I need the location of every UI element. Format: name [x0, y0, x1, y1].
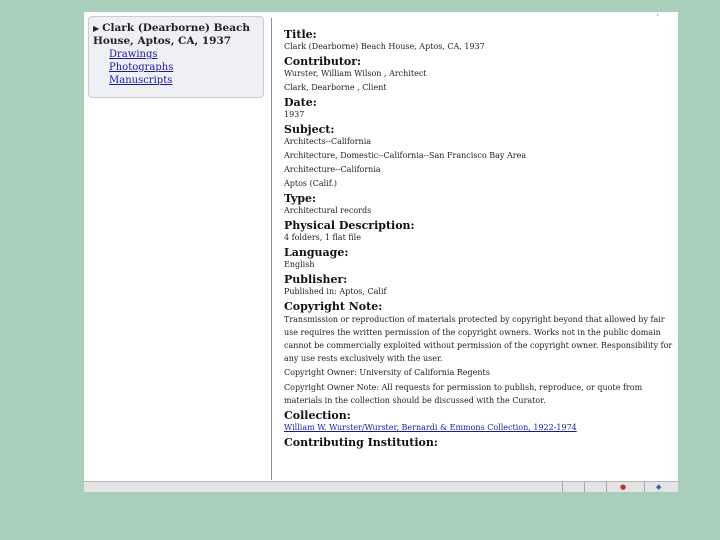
- field-contributing-institution: [284, 436, 674, 449]
- browser-window: [84, 12, 678, 492]
- title-value: Clark (Dearborne) Beach House, Aptos, CA, 1937: [284, 42, 485, 51]
- date-value: 1937: [284, 110, 305, 119]
- status-bar: [84, 481, 678, 492]
- subject-value: Architects--California: [284, 137, 372, 146]
- zone-icon[interactable]: ◆: [656, 483, 662, 491]
- field-title: [284, 28, 674, 53]
- field-physical-description: [284, 219, 674, 244]
- status-bar-separator: [562, 482, 563, 492]
- collection-label: Collection:: [284, 409, 351, 422]
- physical-description-label: Physical Description:: [284, 219, 415, 232]
- panel-divider: [271, 18, 272, 480]
- copyright-owner-note-value: Copyright Owner Note: All requests for permission to publish, reproduce, or quote from materials in the collection should be discussed with the Curator.: [284, 383, 643, 405]
- status-bar-separator: [644, 482, 645, 492]
- record-details: [284, 28, 674, 449]
- language-label: Language:: [284, 246, 349, 259]
- contributor-value: Wurster, William Wilson , Architect: [284, 69, 427, 78]
- subject-value: Architecture--California: [284, 165, 381, 174]
- type-value: Architectural records: [284, 206, 372, 215]
- date-label: Date:: [284, 96, 317, 109]
- security-icon[interactable]: ●: [620, 483, 627, 491]
- collection-link[interactable]: William W. Wurster/Wurster, Bernardi & Emmons Collection, 1922-1974: [284, 423, 577, 432]
- field-contributor: [284, 55, 674, 94]
- field-subject: [284, 123, 674, 190]
- copyright-owner-value: Copyright Owner: University of California Regents: [284, 368, 490, 377]
- status-bar-separator: [606, 482, 607, 492]
- triangle-right-icon[interactable]: ▶: [93, 23, 100, 33]
- contributing-institution-label: Contributing Institution:: [284, 436, 438, 449]
- subject-label: Subject:: [284, 123, 335, 136]
- tree-item-photographs[interactable]: Photographs: [109, 62, 174, 73]
- corner-tick-icon: `: [656, 14, 660, 23]
- tree-node-title[interactable]: [93, 22, 259, 48]
- subject-value: Aptos (Calif.): [284, 179, 338, 188]
- field-collection: [284, 409, 674, 434]
- contributor-label: Contributor:: [284, 55, 362, 68]
- collection-tree-panel: [88, 16, 264, 98]
- status-bar-separator: [584, 482, 585, 492]
- publisher-value: Published in: Aptos, Calif: [284, 287, 387, 296]
- field-type: [284, 192, 674, 217]
- tree-item-manuscripts[interactable]: Manuscripts: [109, 75, 173, 86]
- language-value: English: [284, 260, 315, 269]
- contributor-value: Clark, Dearborne , Client: [284, 83, 387, 92]
- field-language: [284, 246, 674, 271]
- field-publisher: [284, 273, 674, 298]
- field-date: [284, 96, 674, 121]
- copyright-note-label: Copyright Note:: [284, 300, 383, 313]
- subject-value: Architecture, Domestic--California--San Francisco Bay Area: [284, 151, 527, 160]
- copyright-note-value: Transmission or reproduction of materials protected by copyright beyond that allowed by fair use requires the written permission of the copyright owners. Works not in the public domain cannot be commercially exploited without permission of the copyright owner. Responsibility for any use rests exclusively with the user.: [284, 315, 673, 363]
- type-label: Type:: [284, 192, 317, 205]
- publisher-label: Publisher:: [284, 273, 348, 286]
- physical-description-value: 4 folders, 1 flat file: [284, 233, 361, 242]
- tree-title-text: Clark (Dearborne) Beach House, Aptos, CA, 1937: [93, 22, 251, 47]
- title-label: Title:: [284, 28, 317, 41]
- field-copyright-note: [284, 300, 674, 407]
- tree-item-drawings[interactable]: Drawings: [109, 49, 158, 60]
